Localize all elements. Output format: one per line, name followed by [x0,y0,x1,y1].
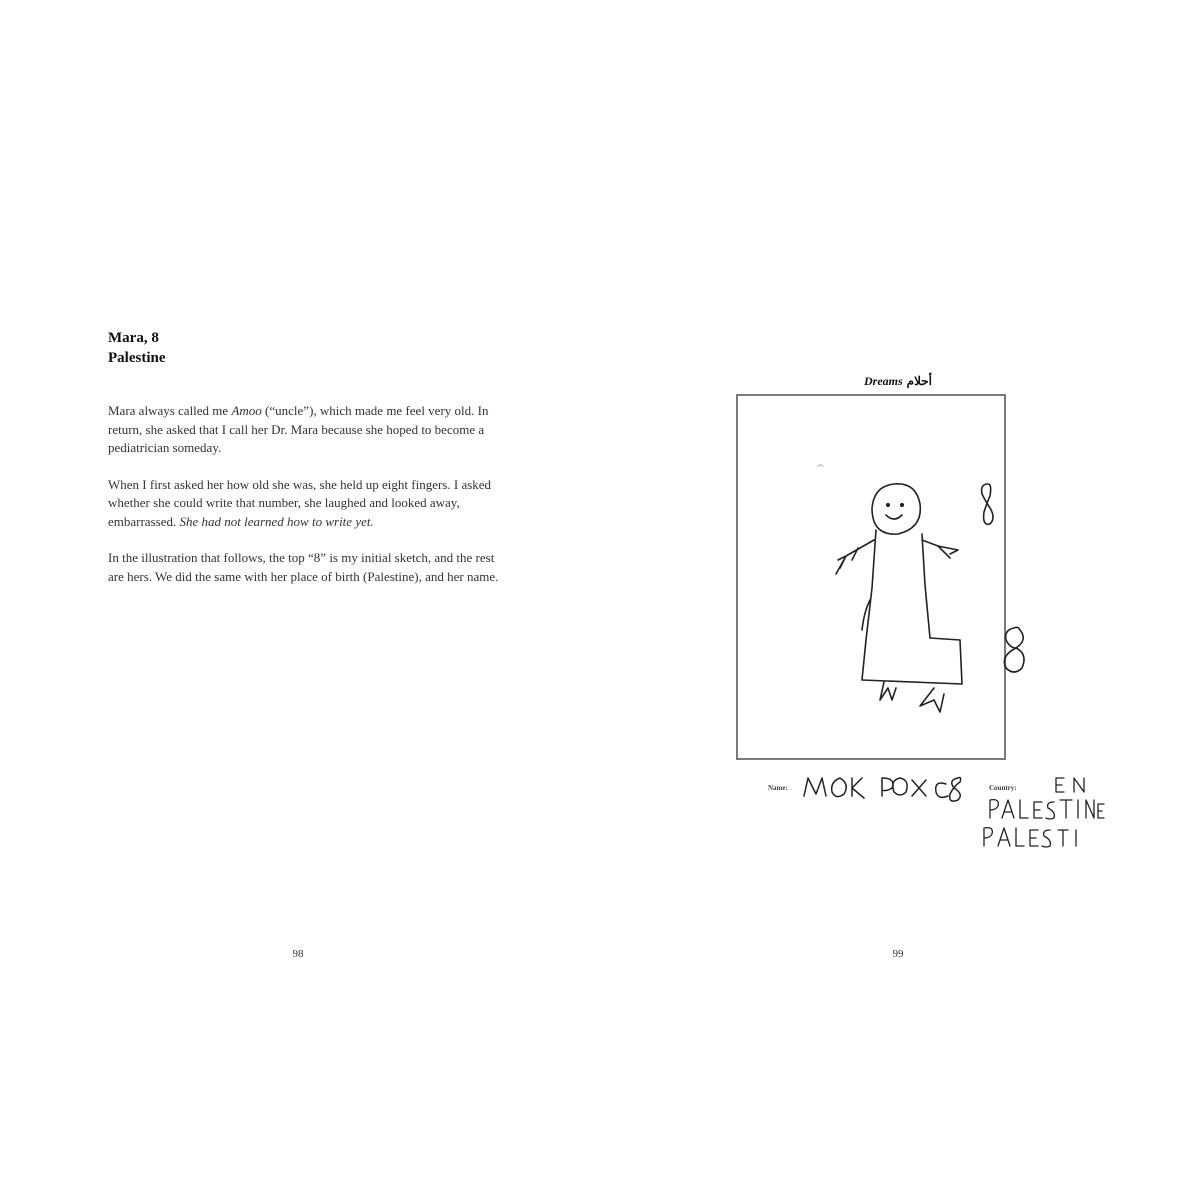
paragraph-3-text-a: In the illustration that follows, the top “8” is my initial sketch, and the rest are hers. We did the same with her place of birth (Palestine), and her name. [108,550,499,584]
paragraph-2-text-a: When I first asked her how old she was, she held up eight fingers. I asked whether she could write that number, she laughed and looked away, embarrassed. [108,476,492,529]
paragraph-1-text-b: (“uncle”), which made me feel very old. In return, she asked that I call her Dr. Mara because she hoped to become a pediatrician someday. [108,403,489,455]
heading-country: Palestine [108,350,166,366]
paragraph-2-italic: She had not learned how to write yet. [179,513,374,529]
paragraph-1-italic: Amoo [231,403,262,418]
section-heading [108,328,166,368]
paragraph-2 [108,476,508,532]
country-field-label: Country: [989,784,1017,792]
paragraph-1-text-a: Mara always called me [108,403,232,418]
plate-title [864,374,1200,389]
handwritten-name [804,778,961,802]
page-number-right: 99 [892,948,904,960]
plate-title-english: Dreams [864,374,903,388]
heading-name-age: Mara, 8 [108,330,159,346]
page-number-left: 98 [292,948,304,960]
digit-eight-bottom [1004,627,1024,672]
paragraph-3 [108,549,508,586]
paragraph-1 [108,402,508,458]
plate-title-arabic: أحلام [906,374,933,388]
drawing-frame [736,394,1006,760]
name-field-label: Name: [768,784,788,792]
body-text [108,402,508,604]
